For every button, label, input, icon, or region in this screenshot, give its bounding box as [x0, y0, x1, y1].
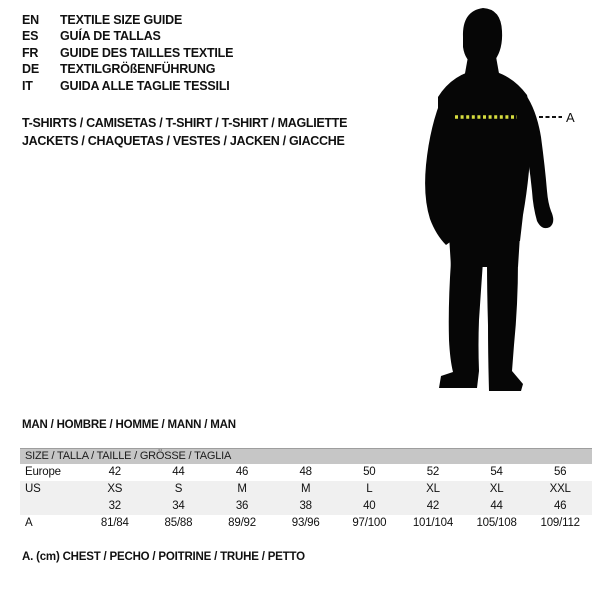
language-item	[22, 45, 233, 61]
size-figure	[405, 5, 580, 400]
language-label: GUÍA DE TALLAS	[60, 29, 161, 44]
silhouette-left-leg	[439, 261, 483, 388]
row-label: Europe	[25, 466, 61, 478]
size-cell: 85/88	[164, 517, 193, 529]
size-cell: 38	[299, 500, 312, 512]
silhouette-torso	[438, 69, 532, 241]
size-cell: 54	[490, 466, 503, 478]
size-cell: 44	[490, 500, 503, 512]
language-code: FR	[22, 45, 39, 60]
size-cell: 56	[553, 466, 567, 478]
measure-label-a: A	[566, 110, 575, 125]
size-cell: 50	[363, 466, 376, 478]
size-cell: 101/104	[412, 517, 454, 529]
size-table-header: SIZE / TALLA / TAILLE / GRÖSSE / TAGLIA	[20, 448, 592, 464]
man-silhouette	[405, 5, 580, 400]
silhouette-right-leg	[487, 261, 523, 391]
size-cell: 40	[363, 500, 376, 512]
language-item	[22, 78, 233, 94]
size-cell: S	[174, 483, 183, 495]
size-cell: XL	[426, 483, 440, 495]
size-cell: XS	[107, 483, 123, 495]
size-cell: M	[237, 483, 247, 495]
language-item	[22, 61, 233, 77]
language-code: IT	[22, 78, 33, 93]
category-line-jackets: JACKETS / CHAQUETAS / VESTES / JACKEN / GIACCHE	[22, 134, 345, 148]
category-line-tshirts: T-SHIRTS / CAMISETAS / T-SHIRT / T-SHIRT / MAGLIETTE	[22, 116, 348, 130]
size-cell: XL	[489, 483, 504, 495]
size-cell: 32	[108, 500, 122, 512]
table-row	[20, 464, 592, 481]
size-cell: 48	[299, 466, 312, 478]
size-cell: 46	[553, 500, 567, 512]
table-row	[20, 515, 592, 532]
language-label: GUIDE DES TAILLES TEXTILE	[60, 45, 234, 60]
row-label: A	[25, 517, 33, 529]
language-label: GUIDA ALLE TAGLIE TESSILI	[60, 78, 230, 93]
row-label	[20, 498, 83, 515]
size-cell: 42	[426, 500, 440, 512]
language-label: TEXTILGRÖßENFÜHRUNG	[60, 62, 216, 77]
language-code: DE	[22, 62, 39, 77]
size-cell: 36	[235, 500, 249, 512]
size-cell: 52	[426, 466, 440, 478]
size-cell: 89/92	[228, 517, 256, 529]
row-label: US	[25, 483, 41, 495]
size-cell: 105/108	[476, 517, 517, 529]
size-cell: 81/84	[100, 517, 129, 529]
size-cell: 109/112	[540, 517, 580, 529]
language-guide-list	[22, 12, 233, 94]
size-cell: 46	[235, 466, 249, 478]
size-cell: 93/96	[291, 517, 320, 529]
measurement-footnote: A. (cm) CHEST / PECHO / POITRINE / TRUHE / PETTO	[22, 551, 305, 563]
language-code: EN	[22, 13, 39, 27]
size-table	[20, 448, 592, 532]
language-item	[22, 12, 233, 28]
table-row	[20, 481, 592, 498]
language-label: TEXTILE SIZE GUIDE	[60, 13, 183, 27]
section-title-man: MAN / HOMBRE / HOMME / MANN / MAN	[22, 419, 236, 431]
size-cell: 34	[172, 500, 185, 512]
size-cell: L	[366, 483, 373, 495]
garment-categories	[22, 114, 347, 150]
language-code: ES	[22, 29, 39, 44]
size-table-body	[20, 464, 592, 532]
size-cell: M	[300, 483, 311, 495]
size-cell: 44	[172, 466, 185, 478]
table-row	[20, 498, 592, 515]
size-cell: 97/100	[352, 517, 387, 529]
size-cell: 42	[108, 466, 122, 478]
size-cell: XXL	[549, 483, 571, 495]
language-item	[22, 28, 233, 44]
